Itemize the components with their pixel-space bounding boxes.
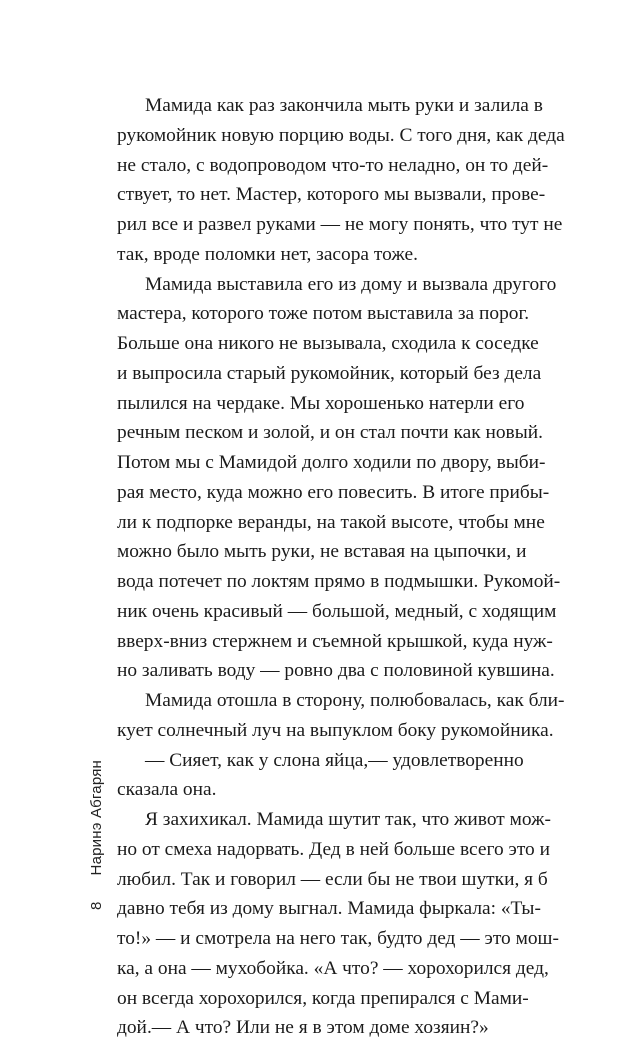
text-line: рукомойник новую порцию воды. С того дня, как деда [117,124,565,146]
text-line: речным песком и золой, и он стал почти как новый. [117,422,543,444]
text-line: любил. Так и говорил — если бы не твои шутки, я б [117,868,548,890]
text-line: ствует, то нет. Мастер, которого мы вызвали, прове- [117,184,546,206]
text-line: Больше она никого не вызывала, сходила к соседке [117,333,539,354]
text-line: то!» — и смотрела на него так, будто дед — это мош- [117,928,559,949]
text-line: кует солнечный луч на выпуклом боку рукомойника. [117,719,554,741]
text-line: можно было мыть руки, не вставая на цыпочки, и [117,541,527,563]
text-line: не стало, с водопроводом что-то неладно, он то дей- [117,154,549,176]
text-line: и выпросила старый рукомойник, который без дела [117,362,542,384]
text-line: мастера, которого тоже потом выставила за порог. [117,303,530,325]
text-line: вверх-вниз стержнем и съемной крышкой, куда нуж- [117,630,553,652]
page-number: 8 [88,901,105,910]
text-line: ли к подпорке веранды, на такой высоте, чтобы мне [117,511,545,533]
text-line: сказала она. [117,779,217,801]
text-line: Потом мы с Мамидой долго ходили по двору, выби- [117,452,546,473]
text-line: Мамида отошла в сторону, полюбовалась, как бли- [145,690,565,711]
text-line: но от смеха надорвать. Дед в ней больше всего это и [117,838,550,860]
text-line: ка, а она — мухобойка. «А что? — хорохорился дед, [117,957,549,979]
text-line: но заливать воду — ровно два с половиной кувшина. [117,660,555,682]
text-line: ник очень красивый — большой, медный, с ходящим [117,600,557,622]
author-name: Наринэ Абгарян [88,759,105,876]
text-line: Мамида как раз закончила мыть руки и залила в [145,95,543,116]
text-line: дой.— А что? Или не я в этом доме хозяин?» [117,1017,489,1039]
text-line: Мамида выставила его из дому и вызвала другого [145,273,557,295]
text-line: вода потечет по локтям прямо в подмышки. Рукомой- [117,571,561,592]
text-line: так, вроде поломки нет, засора тоже. [117,243,418,265]
text-line: рая место, куда можно его повесить. В итоге прибы- [117,481,550,503]
body-text [117,91,565,1043]
text-line: давно тебя из дому выгнал. Мамида фыркала: «Ты- [117,898,541,920]
running-head [88,760,105,910]
text-line: рил все и развел руками — не могу понять, что тут не [117,214,563,235]
text-line: он всегда хорохорился, когда препирался с Мами- [117,987,529,1009]
text-line: пылился на чердаке. Мы хорошенько натерли его [117,392,525,414]
text-line: Я захихикал. Мамида шутит так, что живот мож- [145,809,551,830]
text-line: — Сияет, как у слона яйца,— удовлетворенно [145,749,524,771]
